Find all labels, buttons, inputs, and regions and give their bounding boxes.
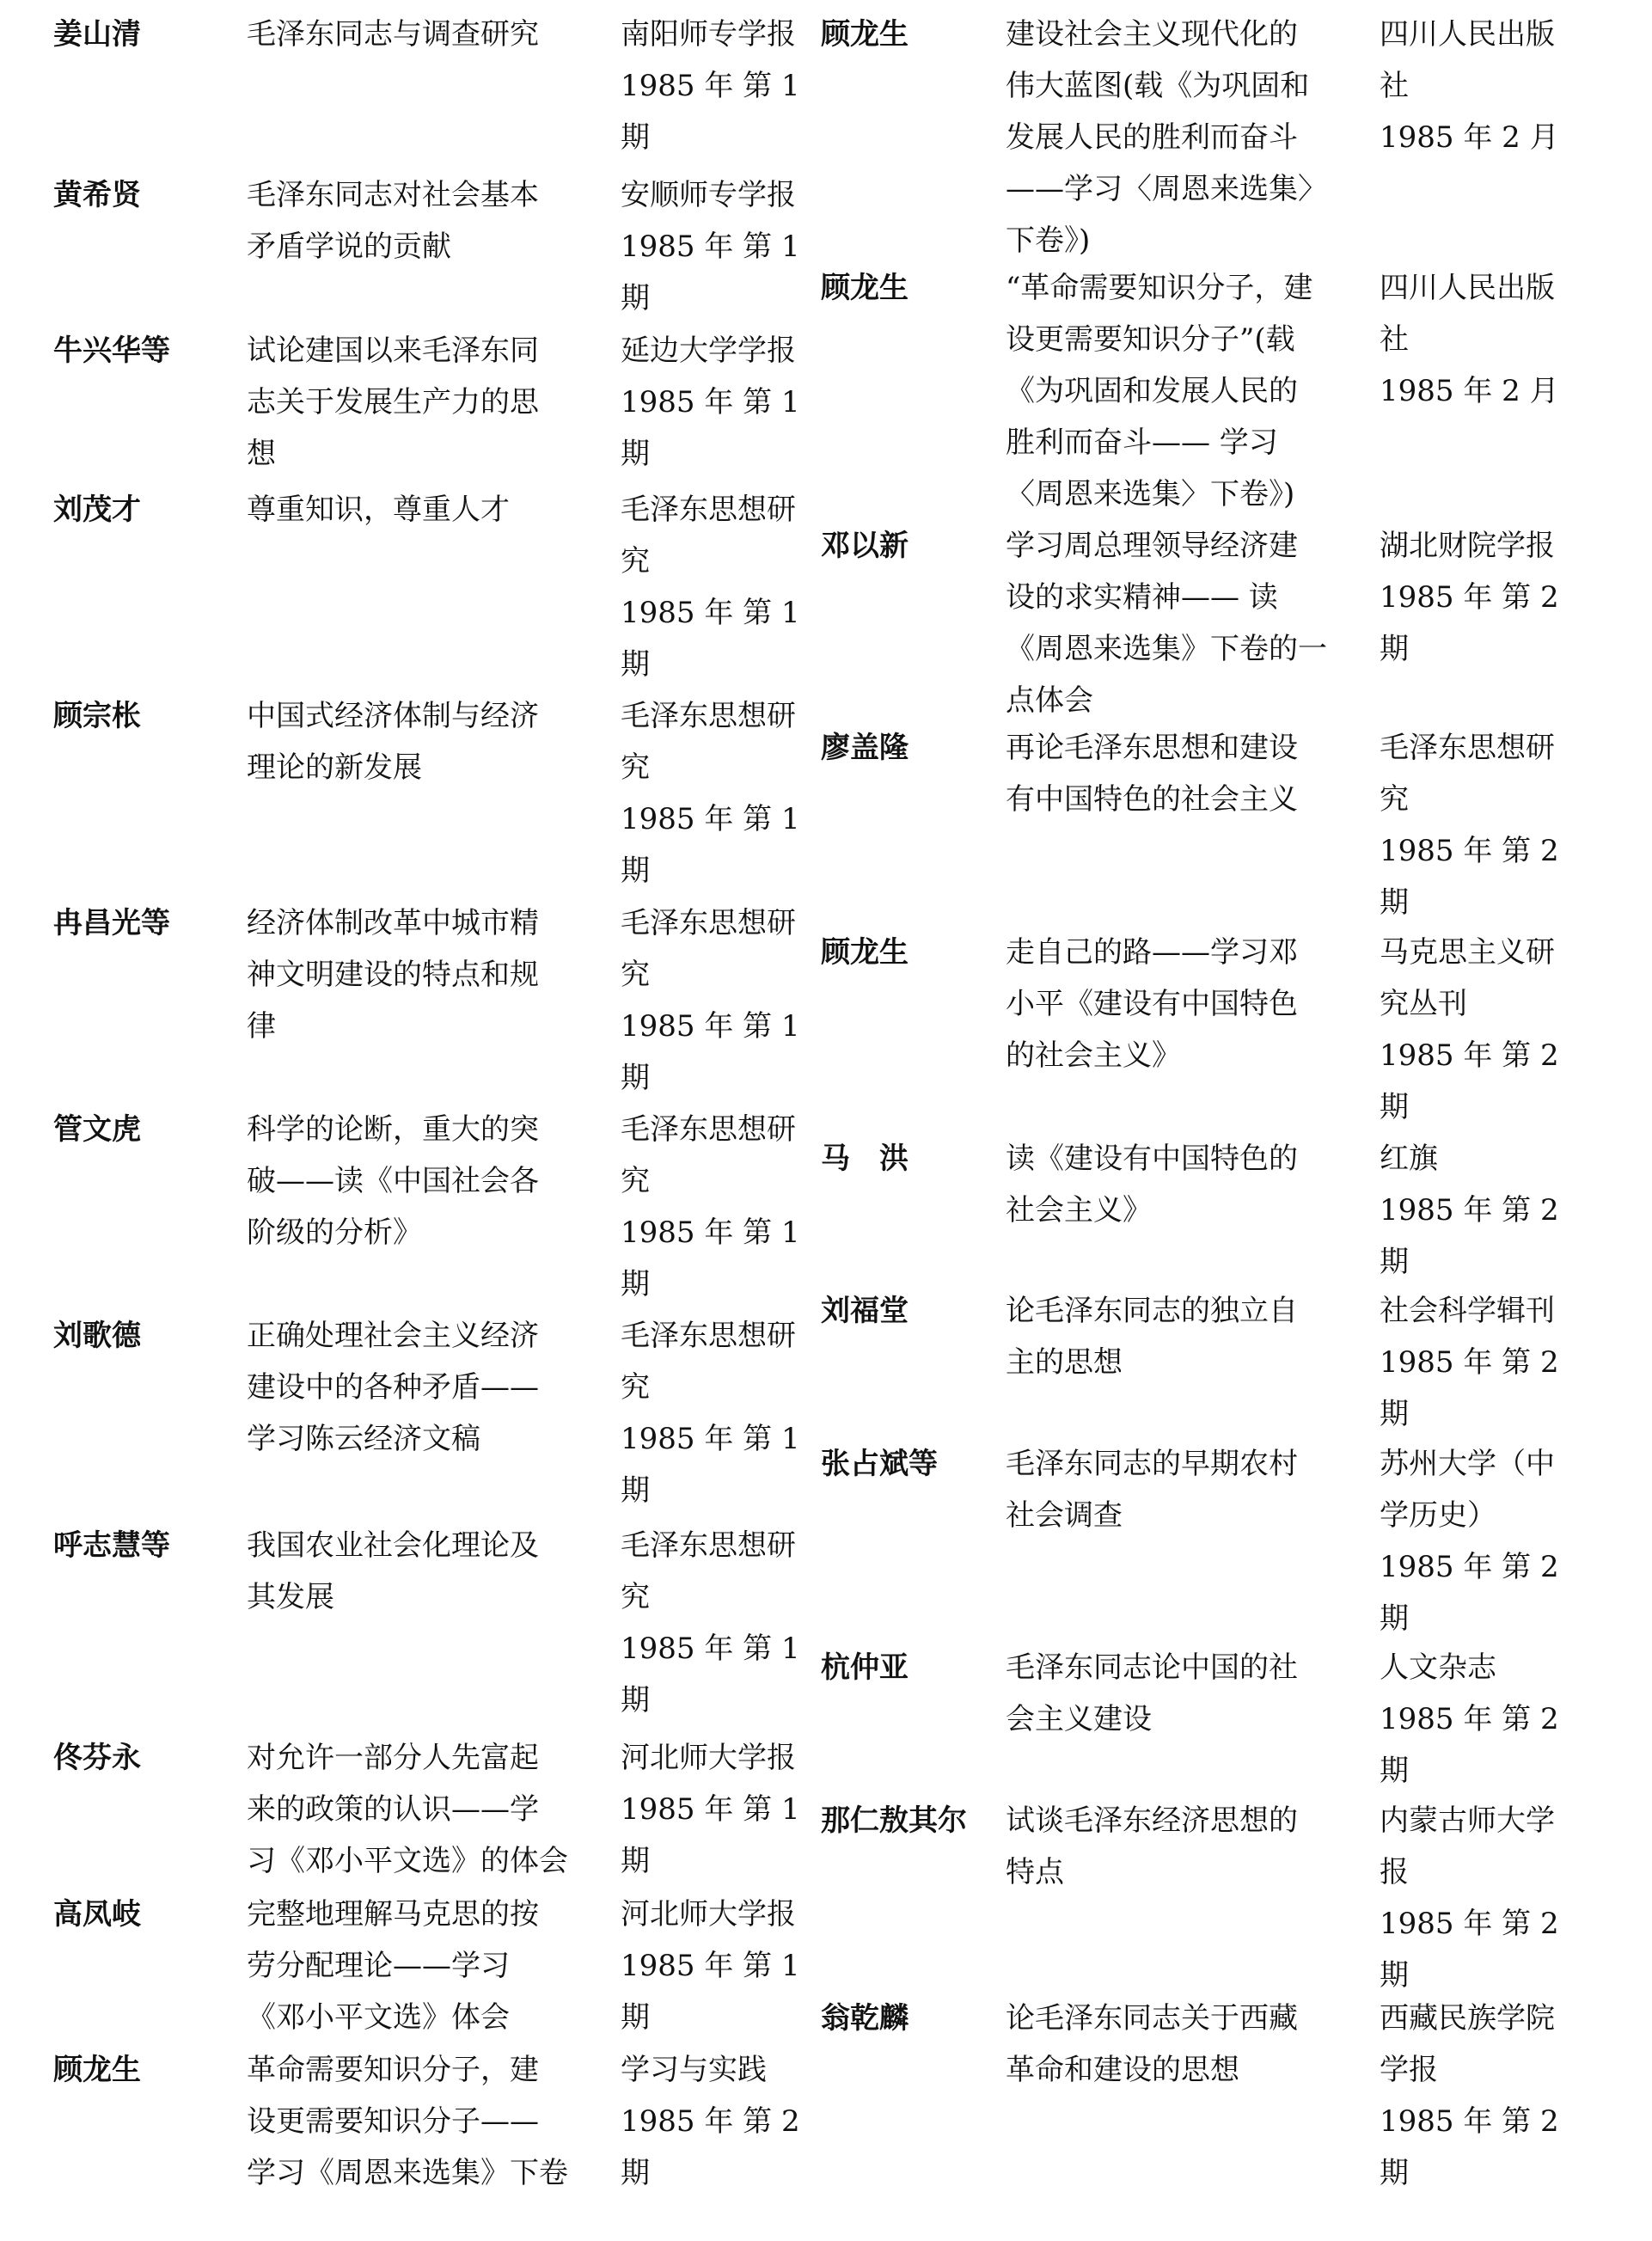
author: 顾龙生 — [53, 2053, 141, 2087]
source: 安顺师专学报 1985 年 第 1 期 — [621, 178, 800, 315]
author: 黄希贤 — [53, 178, 141, 212]
article-title: 毛泽东同志对社会基本 矛盾学说的贡献 — [247, 178, 539, 264]
article-title: 革命需要知识分子，建 设更需要知识分子—— 学习《周恩来选集》下卷 — [247, 2053, 568, 2190]
author: 马 洪 — [821, 1142, 909, 1176]
article-title: 尊重知识，尊重人才 — [247, 493, 510, 527]
article-title: 试谈毛泽东经济思想的 特点 — [1006, 1803, 1298, 1889]
article-title: 毛泽东同志论中国的社 会主义建设 — [1006, 1650, 1298, 1736]
article-title: 正确处理社会主义经济 建设中的各种矛盾—— 学习陈云经济文稿 — [247, 1319, 539, 1456]
source: 南阳师专学报 1985 年 第 1 期 — [621, 17, 800, 155]
author: 高凤岐 — [53, 1897, 141, 1932]
source: 马克思主义研 究丛刊 1985 年 第 2 期 — [1380, 935, 1559, 1124]
author: 那仁敖其尔 — [821, 1803, 967, 1838]
article-title: 中国式经济体制与经济 理论的新发展 — [247, 699, 539, 785]
article-title: “革命需要知识分子，建 设更需要知识分子”(载 《为巩固和发展人民的 胜利而奋斗—— 学习 〈周恩来选集〉下卷》) — [1006, 271, 1313, 511]
source: 苏州大学（中 学历史） 1985 年 第 2 期 — [1380, 1447, 1559, 1636]
author: 冉昌光等 — [53, 906, 170, 940]
article-title: 论毛泽东同志的独立自 主的思想 — [1006, 1294, 1298, 1380]
source: 四川人民出版 社 1985 年 2 月 — [1380, 271, 1559, 408]
article-title: 毛泽东同志与调查研究 — [247, 17, 539, 52]
source: 社会科学辑刊 1985 年 第 2 期 — [1380, 1294, 1559, 1431]
left-column — [53, 0, 853, 2241]
article-title: 对允许一部分人先富起 来的政策的认识——学 习《邓小平文选》的体会 — [247, 1741, 568, 1878]
article-title: 完整地理解马克思的按 劳分配理论——学习 《邓小平文选》体会 — [247, 1897, 539, 2035]
author: 顾龙生 — [821, 271, 909, 305]
author: 张占斌等 — [821, 1447, 938, 1481]
source: 毛泽东思想研 究 1985 年 第 2 期 — [1380, 731, 1559, 920]
source: 毛泽东思想研 究 1985 年 第 1 期 — [621, 1112, 800, 1301]
article-title: 读《建设有中国特色的 社会主义》 — [1006, 1142, 1298, 1228]
article-title: 经济体制改革中城市精 神文明建设的特点和规 律 — [247, 906, 539, 1044]
article-title: 毛泽东同志的早期农村 社会调查 — [1006, 1447, 1298, 1533]
article-title: 试论建国以来毛泽东同 志关于发展生产力的思 想 — [247, 334, 539, 471]
author: 呼志慧等 — [53, 1528, 170, 1563]
author: 管文虎 — [53, 1112, 141, 1147]
source: 河北师大学报 1985 年 第 1 期 — [621, 1897, 800, 2035]
source: 学习与实践 1985 年 第 2 期 — [621, 2053, 800, 2190]
author: 姜山清 — [53, 17, 141, 52]
article-title: 学习周总理领导经济建 设的求实精神—— 读 《周恩来选集》下卷的一 点体会 — [1006, 529, 1327, 718]
author: 顾龙生 — [821, 17, 909, 52]
source: 河北师大学报 1985 年 第 1 期 — [621, 1741, 800, 1878]
source: 毛泽东思想研 究 1985 年 第 1 期 — [621, 493, 800, 682]
author: 刘茂才 — [53, 493, 141, 527]
source: 毛泽东思想研 究 1985 年 第 1 期 — [621, 699, 800, 888]
author: 杭仲亚 — [821, 1650, 909, 1685]
article-title: 论毛泽东同志关于西藏 革命和建设的思想 — [1006, 2001, 1298, 2087]
source: 延边大学学报 1985 年 第 1 期 — [621, 334, 800, 471]
right-column — [821, 0, 1637, 2241]
author: 翁乾麟 — [821, 2001, 909, 2036]
article-title: 科学的论断，重大的突 破——读《中国社会各 阶级的分析》 — [247, 1112, 539, 1250]
source: 湖北财院学报 1985 年 第 2 期 — [1380, 529, 1559, 666]
article-title: 走自己的路——学习邓 小平《建设有中国特色 的社会主义》 — [1006, 935, 1298, 1073]
source: 人文杂志 1985 年 第 2 期 — [1380, 1650, 1559, 1788]
article-title: 我国农业社会化理论及 其发展 — [247, 1528, 539, 1614]
article-title: 再论毛泽东思想和建设 有中国特色的社会主义 — [1006, 731, 1298, 817]
author: 顾龙生 — [821, 935, 909, 970]
source: 四川人民出版 社 1985 年 2 月 — [1380, 17, 1559, 155]
author: 佟芬永 — [53, 1741, 141, 1775]
author: 邓以新 — [821, 529, 909, 563]
author: 刘歌德 — [53, 1319, 141, 1353]
source: 西藏民族学院 学报 1985 年 第 2 期 — [1380, 2001, 1559, 2190]
source: 红旗 1985 年 第 2 期 — [1380, 1142, 1559, 1279]
source: 毛泽东思想研 究 1985 年 第 1 期 — [621, 1319, 800, 1508]
author: 刘福堂 — [821, 1294, 909, 1328]
article-title: 建设社会主义现代化的 伟大蓝图(载《为巩固和 发展人民的胜利而奋斗 ——学习〈周恩来选集〉 下卷》) — [1006, 17, 1327, 258]
source: 毛泽东思想研 究 1985 年 第 1 期 — [621, 1528, 800, 1717]
author: 牛兴华等 — [53, 334, 170, 368]
author: 廖盖隆 — [821, 731, 909, 765]
source: 内蒙古师大学 报 1985 年 第 2 期 — [1380, 1803, 1559, 1993]
source: 毛泽东思想研 究 1985 年 第 1 期 — [621, 906, 800, 1095]
author: 顾宗枨 — [53, 699, 141, 733]
